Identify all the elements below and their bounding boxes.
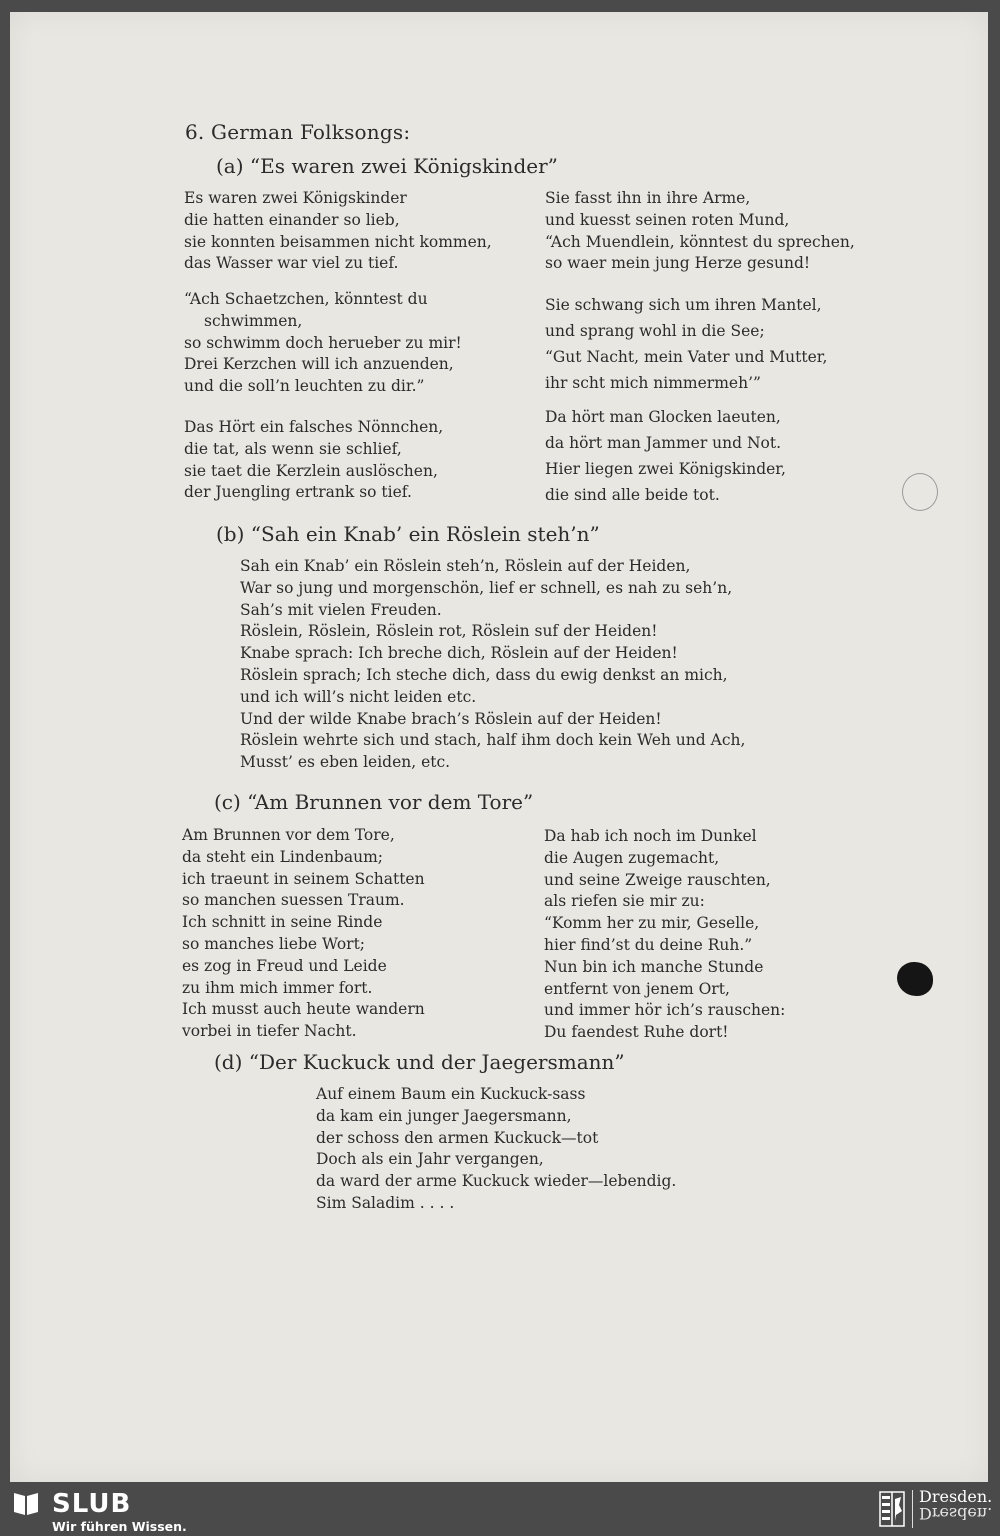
verse-line: ich traeunt in seinem Schatten [182, 869, 425, 888]
verse-line: so manches liebe Wort; [182, 934, 366, 953]
verse-line: und ich will’s nicht leiden etc. [240, 687, 477, 706]
verse-line: Röslein wehrte sich und stach, half ihm doch kein Weh und Ach, [240, 731, 746, 750]
verse-line: zu ihm mich immer fort. [182, 978, 373, 997]
verse-line: so schwimm doch herueber zu mir! [184, 333, 462, 352]
verse-line: Knabe sprach: Ich breche dich, Röslein auf der Heiden! [240, 644, 678, 663]
verse-line: die tat, als wenn sie schlief, [184, 439, 402, 458]
verse-line: Musst’ es eben leiden, etc. [240, 753, 451, 772]
verse-line: “Gut Nacht, mein Vater und Mutter, [545, 348, 828, 366]
verse-line: Ich schnitt in seine Rinde [182, 913, 383, 932]
verse-line: Das Hört ein falsches Nönnchen, [184, 418, 444, 436]
song-a-right-stanza-1 [545, 188, 855, 275]
verse-line: Sie fasst ihn in ihre Arme, [545, 189, 751, 207]
footer-separator [912, 1490, 913, 1528]
verse-line: als riefen sie mir zu: [544, 892, 705, 911]
verse-line: Am Brunnen vor dem Tore, [182, 826, 395, 844]
verse-line: Und der wilde Knabe brach’s Röslein auf der Heiden! [240, 709, 662, 728]
verse-line: da kam ein junger Jaegersmann, [316, 1106, 572, 1125]
verse-line: Sim Saladim . . . . [316, 1193, 455, 1212]
verse-line: Drei Kerzchen will ich anzuenden, [184, 355, 454, 374]
verse-line: Hier liegen zwei Königskinder, [545, 460, 786, 478]
song-d-text [316, 1084, 676, 1215]
verse-line: so waer mein jung Herze gesund! [545, 254, 811, 273]
verse-line: so manchen suessen Traum. [182, 891, 405, 910]
verse-line: Da hab ich noch im Dunkel [544, 827, 757, 845]
song-c-right-column [544, 826, 785, 1044]
verse-line: hier find’st du deine Ruh.” [544, 935, 753, 954]
song-a-right-stanza-2 [545, 292, 827, 396]
verse-line: Röslein, Röslein, Röslein rot, Röslein suf der Heiden! [240, 622, 658, 641]
verse-line: ihr scht mich nimmermeh’” [545, 374, 761, 392]
verse-line: und die soll’n leuchten zu dir.” [184, 377, 425, 396]
verse-line: vorbei in tiefer Nacht. [182, 1022, 357, 1041]
dresden-wordmark-reflection: Dresden. [919, 1504, 993, 1523]
song-c-left-column [182, 825, 425, 1043]
song-a-right-stanza-3 [545, 404, 786, 508]
verse-line: die hatten einander so lieb, [184, 210, 400, 229]
song-a-left-stanza-2 [184, 289, 462, 398]
song-b-text [240, 556, 745, 774]
verse-line: die sind alle beide tot. [545, 486, 720, 504]
verse-line: entfernt von jenem Ort, [544, 979, 730, 998]
verse-line: Es waren zwei Königskinder [184, 189, 407, 207]
dresden-crest-icon [879, 1491, 905, 1527]
dresden-logo-text[interactable] [919, 1489, 992, 1521]
verse-line: Sah ein Knab’ ein Röslein steh’n, Röslein auf der Heiden, [240, 557, 691, 575]
verse-line: War so jung und morgenschön, lief er schnell, es nah zu seh’n, [240, 578, 733, 597]
song-a-title: (a) “Es waren zwei Königskinder” [216, 154, 558, 178]
verse-line: die Augen zugemacht, [544, 848, 720, 867]
verse-line: Sah’s mit vielen Freuden. [240, 600, 442, 619]
verse-line: und sprang wohl in die See; [545, 322, 765, 340]
punch-hole [897, 962, 933, 996]
verse-line: da hört man Jammer und Not. [545, 434, 782, 452]
section-heading: 6. German Folksongs: [185, 120, 411, 144]
punch-hole-outline [902, 473, 938, 511]
dresden-wordmark: Dresden. [919, 1487, 993, 1506]
verse-line: sie taet die Kerzlein auslöschen, [184, 461, 438, 480]
verse-line: und immer hör ich’s rauschen: [544, 1001, 786, 1020]
slub-brand[interactable]: SLUB [52, 1489, 132, 1519]
song-d-title: (d) “Der Kuckuck und der Jaegersmann” [214, 1050, 625, 1074]
verse-line: da steht ein Lindenbaum; [182, 847, 384, 866]
verse-line: “Ach Muendlein, könntest du sprechen, [545, 232, 855, 251]
song-a-left-stanza-3 [184, 417, 443, 504]
verse-line: der Juengling ertrank so tief. [184, 483, 412, 502]
verse-line: da ward der arme Kuckuck wieder—lebendig. [316, 1172, 677, 1191]
verse-line: Du faendest Ruhe dort! [544, 1023, 729, 1042]
song-b-title: (b) “Sah ein Knab’ ein Röslein steh’n” [216, 522, 600, 546]
verse-line: Auf einem Baum ein Kuckuck-sass [316, 1085, 586, 1103]
song-c-title: (c) “Am Brunnen vor dem Tore” [214, 790, 534, 814]
verse-line: schwimmen, [204, 311, 303, 330]
verse-line: Doch als ein Jahr vergangen, [316, 1150, 544, 1169]
verse-line: der schoss den armen Kuckuck—tot [316, 1128, 599, 1147]
verse-line: und seine Zweige rauschten, [544, 870, 771, 889]
verse-line: “Komm her zu mir, Geselle, [544, 914, 760, 933]
verse-line: sie konnten beisammen nicht kommen, [184, 232, 492, 251]
slub-book-icon [12, 1490, 40, 1516]
verse-line: Da hört man Glocken laeuten, [545, 408, 781, 426]
verse-line: und kuesst seinen roten Mund, [545, 210, 790, 229]
verse-line: es zog in Freud und Leide [182, 956, 387, 975]
slub-claim: Wir führen Wissen. [52, 1519, 187, 1534]
verse-line: Röslein sprach; Ich steche dich, dass du ewig denkst an mich, [240, 665, 728, 684]
verse-line: “Ach Schaetzchen, könntest du [184, 290, 428, 308]
verse-line: Sie schwang sich um ihren Mantel, [545, 296, 822, 314]
verse-line: Nun bin ich manche Stunde [544, 957, 764, 976]
verse-line: Ich musst auch heute wandern [182, 1000, 425, 1019]
song-a-left-stanza-1 [184, 188, 492, 275]
verse-line: das Wasser war viel zu tief. [184, 254, 399, 273]
